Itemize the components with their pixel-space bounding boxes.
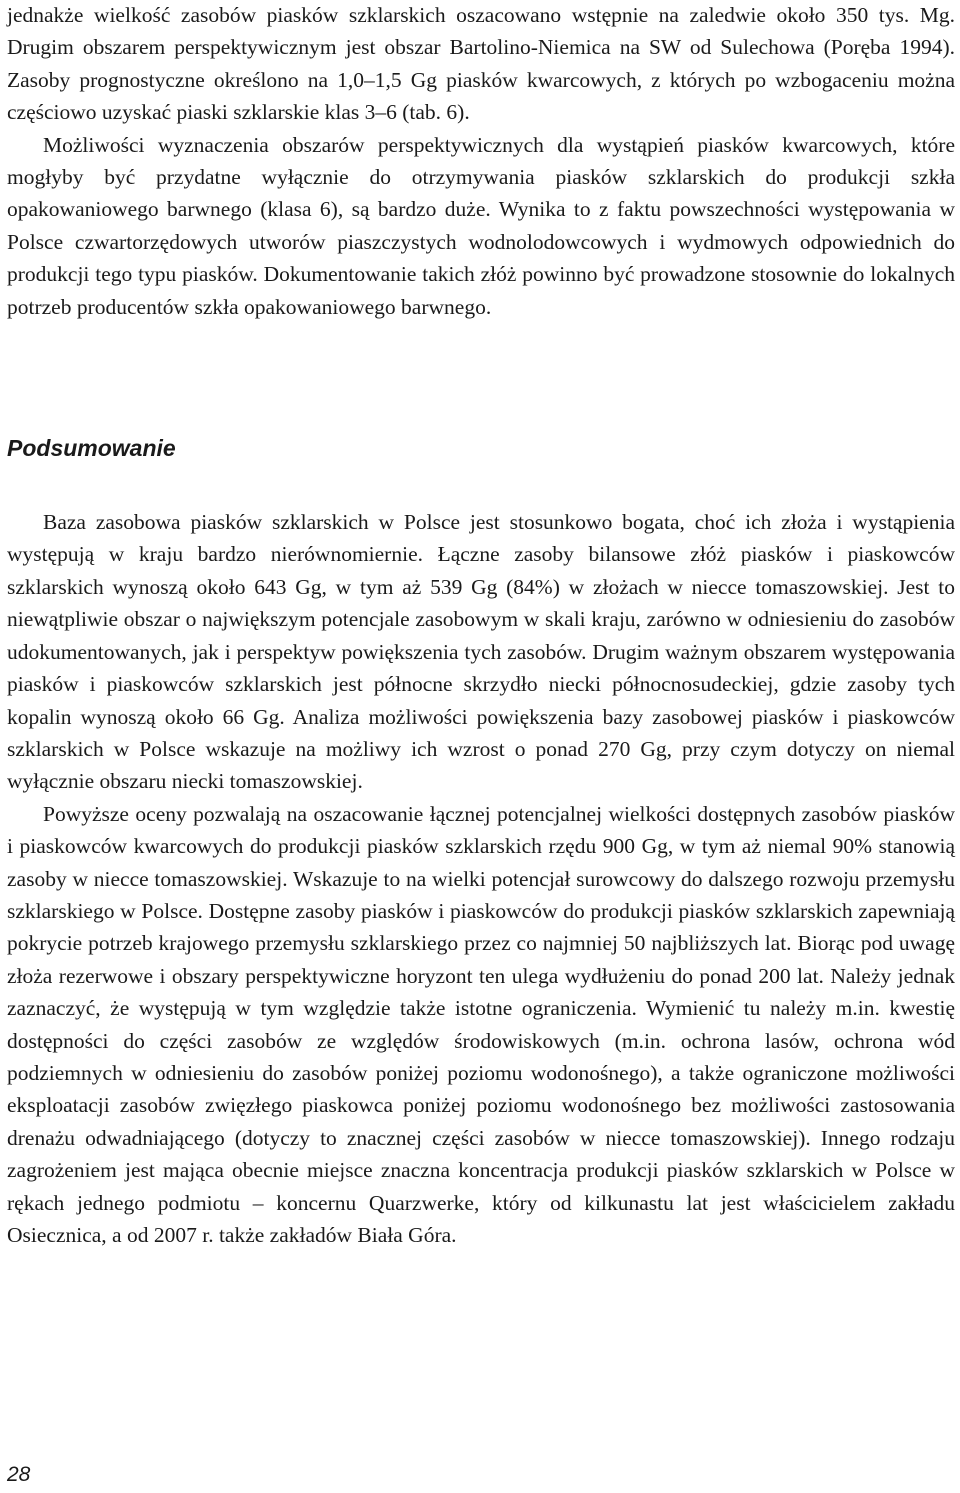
page-number: 28 bbox=[7, 1463, 31, 1486]
perspective-areas-paragraph: Możliwości wyznaczenia obszarów perspektywicznych dla wystąpień piasków kwarcowych, które mogłyby być przydatne wyłącznie do otrzymywania piasków szklarskich do produkcji szkła opakowaniowego barwnego (klasa 6), są bardzo duże. Wynika to z faktu powszechności występowania w Polsce czwartorzędowych utworów piaszczystych wodnolodowcowych i wydmowych odpowiednich do produkcji tego typu piasków. Dokumentowanie takich złóż powinno być prowadzone stosownie do lokalnych potrzeb producentów szkła opakowaniowego barwnego. bbox=[7, 132, 955, 319]
summary-paragraph-2: Powyższe oceny pozwalają na oszacowanie łącznej potencjalnej wielkości dostępnych zasobów piasków i piaskowców kwarcowych do produkcji piasków szklarskich rzędu 900 Gg, w tym aż niemal 90% stanowią zasoby w niecce tomaszowskiej. Wskazuje to na wielki potencjał surowcowy do dalszego rozwoju przemysłu szklarskiego w Polsce. Dostępne zasoby piasków i piaskowców do produkcji piasków szklarskich zapewniają pokrycie potrzeb krajowego przemysłu szklarskiego przez co najmniej 50 najbliższych lat. Biorąc pod uwagę złoża rezerwowe i obszary perspektywiczne horyzont ten ulega wydłużeniu do ponad 200 lat. Należy jednak zaznaczyć, że występują w tym względzie także istotne ograniczenia. Wymienić tu należy m.in. kwestię dostępności do części zasobów ze względów środowiskowych (m.in. ochrona lasów, ochrona wód podziemnych w odniesieniu do zasobów poniżej poziomu wodonośnego), a także ograniczone możliwości eksploatacji zasobów zwięzłego piaskowca poniżej poziomu wodonośnego bez możliwości zastosowania drenażu odwadniającego (dotyczy to znacznej części zasobów w niecce tomaszowskiej). Innego rodzaju zagrożeniem jest mająca obecnie miejsce znaczna koncentracja produkcji piasków szklarskich w Polsce w rękach jednego podmiotu – koncernu Quarzwerke, który od kilkunastu lat jest właścicielem zakładu Osiecznica, a od 2007 r. także zakładów Biała Góra. bbox=[7, 801, 955, 1247]
summary-paragraph-1: Baza zasobowa piasków szklarskich w Polsce jest stosunkowo bogata, choć ich złoża i wystąpienia występują w kraju bardzo nierównomiernie. Łączne zasoby bilansowe złóż piasków i piaskowców szklarskich wynoszą około 643 Gg, w tym aż 539 Gg (84%) w złożach w niecce tomaszowskiej. Jest to niewątpliwie obszar o największym potencjale zasobowym w skali kraju, zarówno w odniesieniu do zasobów udokumentowanych, jak i perspektyw powiększenia tych zasobów. Drugim ważnym obszarem występowania piasków i piaskowców szklarskich jest północne skrzydło niecki północnosudeckiej, gdzie zasoby tych kopalin wynoszą około 66 Gg. Analiza możliwości powiększenia bazy zasobowej piasków i piaskowców szklarskich w Polsce wskazuje na możliwy ich wzrost o ponad 270 Gg, przy czym dotyczy on niemal wyłącznie obszaru niecki tomaszowskiej. bbox=[7, 510, 955, 794]
document-page bbox=[7, 0, 955, 1251]
section-heading: Podsumowanie bbox=[7, 435, 176, 462]
continued-paragraph: jednakże wielkość zasobów piasków szklarskich oszacowano wstępnie na zaledwie około 350 tys. Mg. Drugim obszarem perspektywicznym jest obszar Bartolino-Niemica na SW od Sulechowa (Poręba 1994). Zasoby prognostyczne określono na 1,0–1,5 Gg piasków kwarcowych, z których po wzbogaceniu można częściowo uzyskać piaski szklarskie klas 3–6 (tab. 6). bbox=[7, 3, 955, 125]
